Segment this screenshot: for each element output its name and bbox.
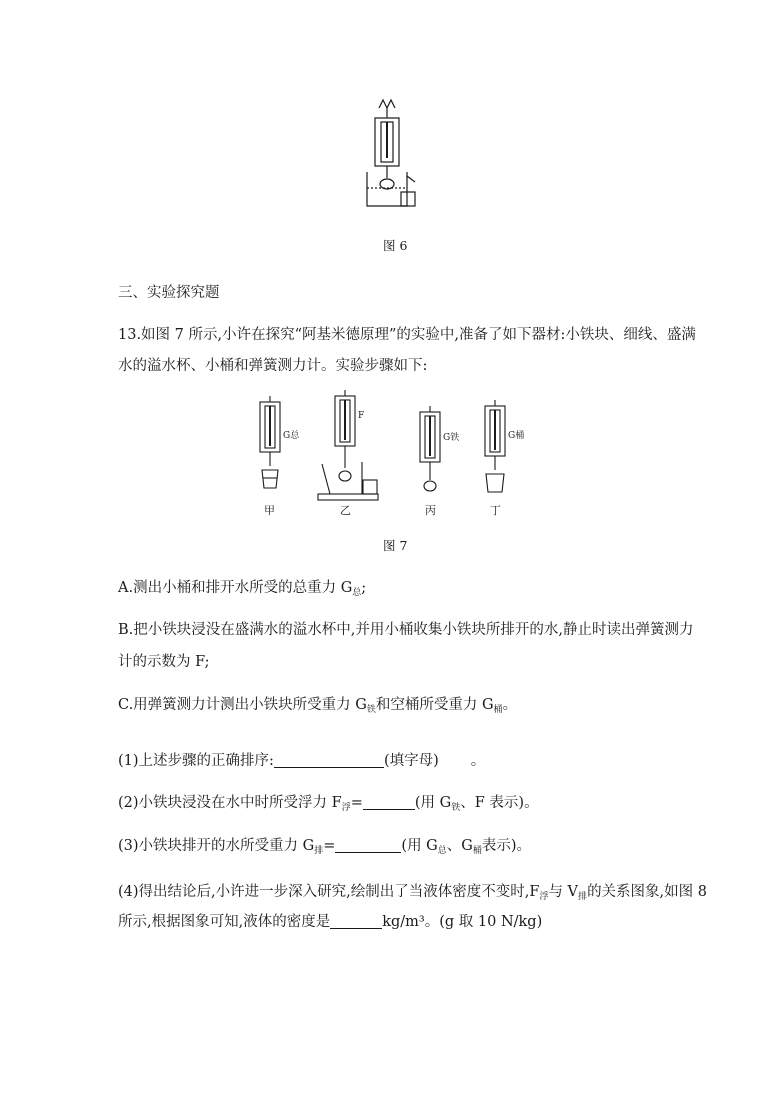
hand-icon xyxy=(379,100,395,108)
sub-question-4-line-2: 所示,根据图象可知,液体的密度是 kg/m³。(g 取 10 N/kg) xyxy=(118,914,543,930)
apparatus-ding xyxy=(485,400,505,492)
question-13-intro-line-1: 13.如图 7 所示,小许在探究“阿基米德原理”的实验中,准备了如下器材:小铁块、细线、盛满 xyxy=(118,327,696,343)
figure-7 xyxy=(250,388,535,518)
figure-7-caption: 图 7 xyxy=(383,538,408,553)
label-jia: 甲 xyxy=(264,504,275,517)
sub-question-3: (3)小铁块排开的水所受重力 $G_排=$ (用 $G_总$、$G_桶$表示)。 xyxy=(118,838,532,856)
sub-question-4-line-1: (4)得出结论后,小许进一步深入研究,绘制出了当液体密度不变时$,F_浮$与 $V_排$的关系图象,如图 8 xyxy=(118,884,708,902)
apparatus-jia xyxy=(260,396,280,488)
sub-question-2: (2)小铁块浸没在水中时所受浮力 $F_浮=$ (用 $G_铁$、F 表示)。 xyxy=(118,795,539,813)
apparatus-bing xyxy=(420,406,440,491)
step-b-line-2: 计的示数为 F; xyxy=(118,654,210,670)
answer-blank-2[interactable] xyxy=(363,795,415,810)
figure-6-caption: 图 6 xyxy=(383,238,408,253)
figure-6 xyxy=(355,98,425,213)
answer-blank-3[interactable] xyxy=(335,838,401,853)
step-b-line-1: B.把小铁块浸没在盛满水的溢水杯中,并用小桶收集小铁块所排开的水,静止时读出弹簧测力 xyxy=(118,622,694,638)
step-a: A.测出小桶和排开水所受的总重力 $G_总$; xyxy=(118,580,367,598)
label-yi: 乙 xyxy=(340,504,351,517)
label-g-zong: G总 xyxy=(283,431,300,441)
label-f: F xyxy=(358,411,365,421)
section-title: 三、实验探究题 xyxy=(118,285,220,301)
label-g-tie: G铁 xyxy=(443,433,460,443)
answer-blank-4[interactable] xyxy=(330,914,382,929)
label-bing: 丙 xyxy=(425,504,436,517)
answer-blank-1[interactable] xyxy=(274,753,384,768)
apparatus-yi xyxy=(318,390,378,500)
label-g-tong: G桶 xyxy=(508,431,525,441)
question-13-intro-line-2: 水的溢水杯、小桶和弹簧测力计。实验步骤如下: xyxy=(118,358,428,374)
step-c: C.用弹簧测力计测出小铁块所受重力 $G_铁$和空桶所受重力 $G_桶$。 xyxy=(118,697,518,715)
label-ding: 丁 xyxy=(490,504,501,517)
sub-question-1: (1)上述步骤的正确排序: (填字母) 。 xyxy=(118,753,486,769)
